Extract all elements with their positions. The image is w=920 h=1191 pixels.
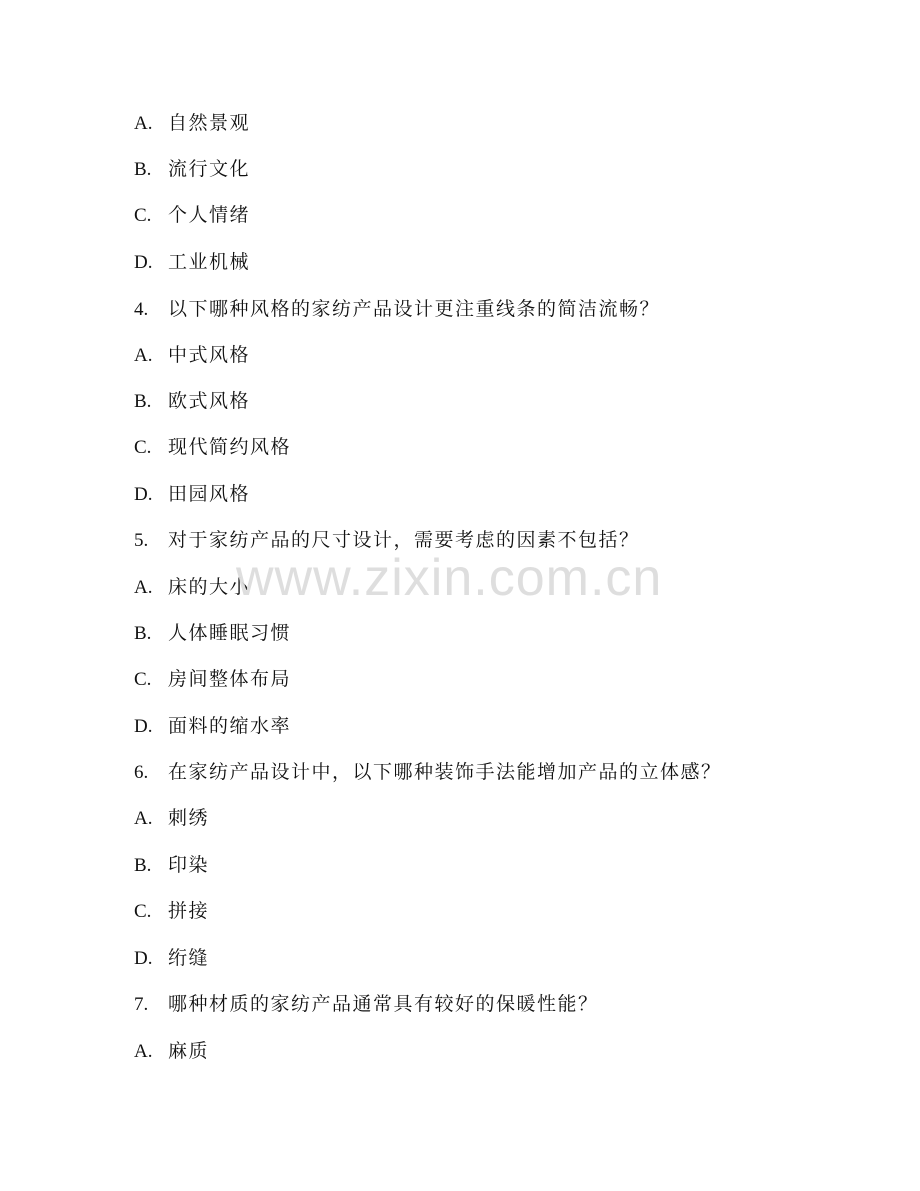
option-label: C. (134, 901, 152, 922)
option-line (134, 340, 250, 370)
question-text: 哪种材质的家纺产品通常具有较好的保暖性能？ (168, 993, 599, 1015)
option-line (134, 386, 250, 416)
option-text: 自然景观 (168, 112, 251, 134)
option-line (134, 479, 250, 509)
option-line (134, 803, 209, 833)
option-label: C. (134, 437, 152, 458)
option-label: C. (134, 205, 152, 226)
option-line (134, 943, 209, 973)
option-label: D. (134, 716, 153, 737)
option-text: 欧式风格 (168, 390, 251, 412)
option-text: 绗缝 (168, 947, 210, 969)
option-line (134, 618, 291, 648)
option-label: A. (134, 808, 153, 829)
option-text: 田园风格 (168, 483, 251, 505)
question-line (134, 757, 722, 787)
option-line (134, 664, 291, 694)
option-text: 个人情绪 (168, 204, 251, 226)
option-label: B. (134, 391, 152, 412)
option-text: 刺绣 (168, 807, 210, 829)
option-text: 中式风格 (168, 344, 251, 366)
option-line (134, 850, 209, 880)
option-text: 流行文化 (168, 158, 251, 180)
option-label: B. (134, 159, 152, 180)
option-label: A. (134, 1041, 153, 1062)
watermark: www.zixin.com.cn (236, 549, 663, 607)
option-text: 房间整体布局 (168, 668, 292, 690)
option-label: A. (134, 113, 153, 134)
option-text: 麻质 (168, 1040, 210, 1062)
question-number: 4. (134, 299, 149, 320)
option-line (134, 711, 291, 741)
option-label: D. (134, 948, 153, 969)
option-label: B. (134, 623, 152, 644)
option-line (134, 896, 209, 926)
question-number: 7. (134, 994, 149, 1015)
question-line (134, 294, 660, 324)
option-line (134, 154, 250, 184)
option-label: B. (134, 855, 152, 876)
option-line (134, 200, 250, 230)
option-text: 人体睡眠习惯 (168, 622, 292, 644)
option-line (134, 108, 250, 138)
option-label: D. (134, 484, 153, 505)
question-text: 以下哪种风格的家纺产品设计更注重线条的简洁流畅？ (168, 298, 661, 320)
question-number: 6. (134, 762, 149, 783)
option-text: 印染 (168, 854, 210, 876)
option-label: A. (134, 577, 153, 598)
option-line (134, 572, 250, 602)
option-text: 工业机械 (168, 251, 251, 273)
option-line (134, 1036, 209, 1066)
option-label: A. (134, 345, 153, 366)
option-text: 现代简约风格 (168, 436, 292, 458)
question-text: 在家纺产品设计中，以下哪种装饰手法能增加产品的立体感？ (168, 761, 722, 783)
option-line (134, 247, 250, 277)
question-number: 5. (134, 530, 149, 551)
option-text: 床的大小 (168, 576, 251, 598)
option-label: D. (134, 252, 153, 273)
question-line (134, 989, 599, 1019)
option-text: 面料的缩水率 (168, 715, 292, 737)
option-line (134, 432, 291, 462)
option-text: 拼接 (168, 900, 210, 922)
question-text: 对于家纺产品的尺寸设计，需要考虑的因素不包括？ (168, 529, 640, 551)
option-label: C. (134, 669, 152, 690)
